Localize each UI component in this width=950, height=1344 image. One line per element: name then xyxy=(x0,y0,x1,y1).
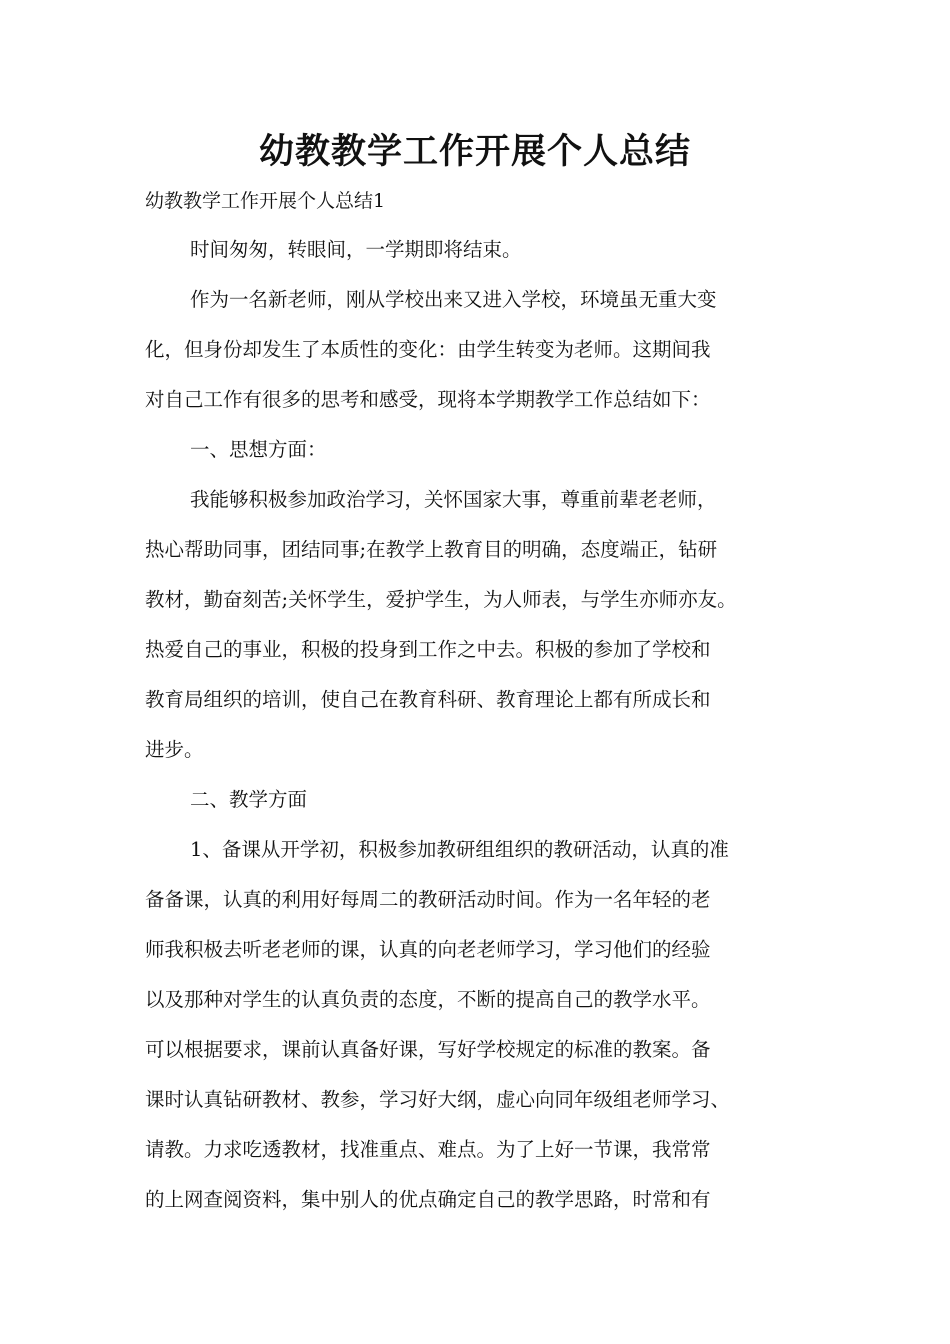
paragraph-line: 对自己工作有很多的思考和感受，现将本学期教学工作总结如下： xyxy=(145,388,711,411)
paragraph-line: 可以根据要求，课前认真备好课，写好学校规定的标准的教案。备 xyxy=(145,1038,711,1061)
paragraph-line: 教育局组织的培训，使自己在教育科研、教育理论上都有所成长和 xyxy=(145,688,711,711)
section-heading: 一、思想方面： xyxy=(190,438,327,461)
document-subtitle: 幼教教学工作开展个人总结1 xyxy=(145,190,386,212)
paragraph-line: 以及那种对学生的认真负责的态度，不断的提高自己的教学水平。 xyxy=(145,988,711,1011)
paragraph-line: 化，但身份却发生了本质性的变化：由学生转变为老师。这期间我 xyxy=(145,338,711,361)
paragraph-line: 热爱自己的事业，积极的投身到工作之中去。积极的参加了学校和 xyxy=(145,638,711,661)
section-heading: 二、教学方面 xyxy=(190,788,308,811)
paragraph-line: 进步。 xyxy=(145,738,204,761)
paragraph-line: 教材，勤奋刻苦;关怀学生，爱护学生，为人师表，与学生亦师亦友。 xyxy=(145,588,737,611)
paragraph-line: 师我积极去听老老师的课，认真的向老老师学习，学习他们的经验 xyxy=(145,938,711,961)
paragraph-line: 备备课，认真的利用好每周二的教研活动时间。作为一名年轻的老 xyxy=(145,888,711,911)
paragraph-line: 请教。力求吃透教材，找准重点、难点。为了上好一节课，我常常 xyxy=(145,1138,711,1161)
paragraph-line: 1、备课从开学初，积极参加教研组组织的教研活动，认真的准 xyxy=(190,838,729,861)
paragraph-line: 的上网查阅资料，集中别人的优点确定自己的教学思路，时常和有 xyxy=(145,1188,711,1211)
paragraph-line: 作为一名新老师，刚从学校出来又进入学校，环境虽无重大变 xyxy=(190,288,717,311)
paragraph-line: 热心帮助同事，团结同事;在教学上教育目的明确，态度端正，钻研 xyxy=(145,538,718,561)
paragraph-line: 时间匆匆，转眼间，一学期即将结束。 xyxy=(190,238,522,261)
document-title: 幼教教学工作开展个人总结 xyxy=(258,132,691,172)
paragraph-line: 我能够积极参加政治学习，关怀国家大事，尊重前辈老老师， xyxy=(190,488,717,511)
paragraph-line: 课时认真钻研教材、教参，学习好大纲，虚心向同年级组老师学习、 xyxy=(145,1088,731,1111)
